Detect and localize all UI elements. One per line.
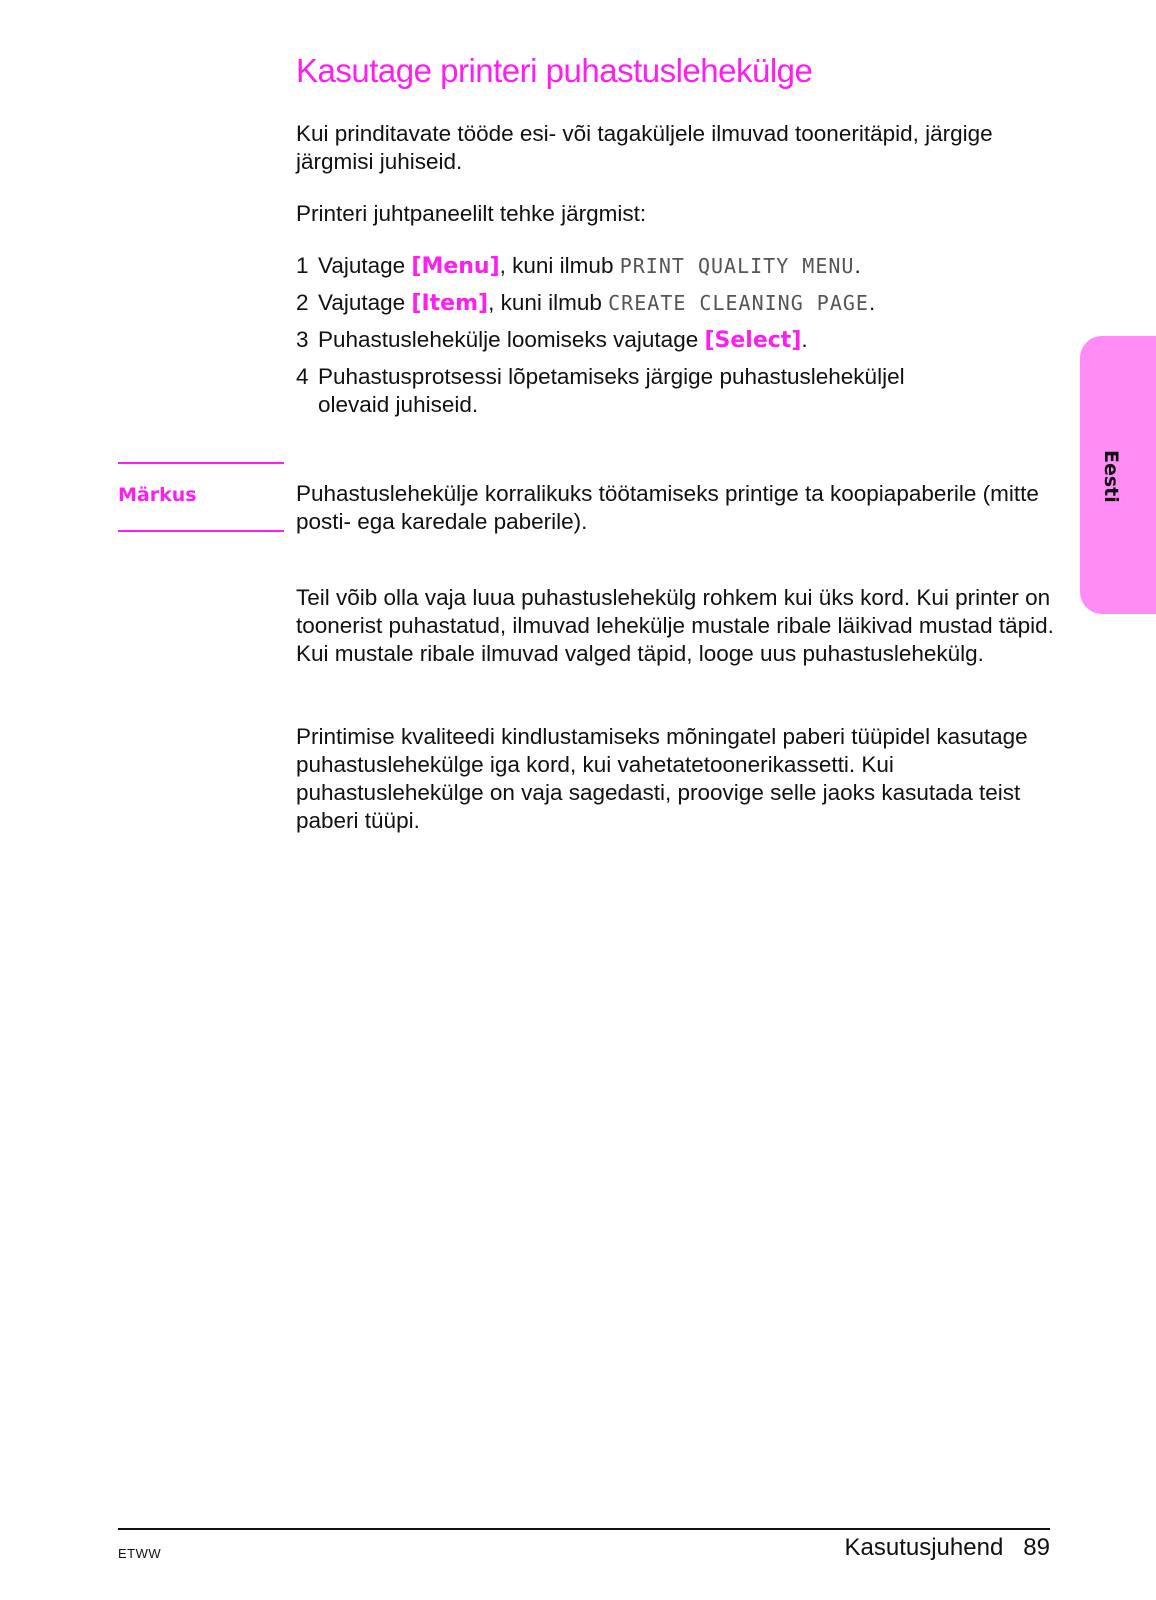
lead-paragraph: Printeri juhtpaneelilt tehke järgmist: <box>296 201 647 226</box>
body-paragraph: Printimise kvaliteedi kindlustamiseks mõningatel paberi tüüpidel kasutage puhastuslehekülge iga kord, kui vahetatetoonerikassetti. Kui puhastuslehekülge on vaja sagedasti, proovige selle jaoks kasutada teist paberi tüüpi. <box>296 724 1028 833</box>
step-number: 1 <box>296 253 309 278</box>
page-number: 89 <box>1023 1534 1050 1561</box>
step-number: 3 <box>296 327 309 352</box>
step-text: , kuni ilmub <box>499 253 620 278</box>
menu-key-label: [Menu] <box>411 254 500 279</box>
lcd-message: PRINT QUALITY MENU <box>619 254 855 278</box>
lcd-message: CREATE CLEANING PAGE <box>608 291 869 315</box>
note-text: Puhastuslehekülje korralikuks töötamiseks printige ta koopiapaberile (mitte posti- ega karedale paberile). <box>296 481 1039 534</box>
step-number: 4 <box>296 364 309 389</box>
step-text: Vajutage <box>318 290 412 315</box>
step-4 <box>296 363 1056 419</box>
item-key-label: [Item] <box>411 291 489 316</box>
intro-paragraph: Kui prinditavate tööde esi- või tagaküljele ilmuvad tooneritäpid, järgige järgmisi juhiseid. <box>296 121 993 174</box>
manual-name: Kasutusjuhend <box>844 1534 1004 1561</box>
note-bottom-rule <box>118 530 284 532</box>
page-title: Kasutage printeri puhastuslehekülge <box>296 52 813 89</box>
step-3: 3 Puhastuslehekülje loomiseks vajutage [Select]. <box>296 327 808 353</box>
step-text: Puhastuslehekülje loomiseks vajutage <box>318 327 705 352</box>
step-text: , kuni ilmub <box>488 290 609 315</box>
footer-right <box>845 1534 1051 1562</box>
step-text-continued: olevaid juhiseid. <box>318 392 479 417</box>
footer-rule <box>118 1528 1050 1530</box>
note-top-rule <box>118 462 284 464</box>
step-text: Puhastusprotsessi lõpetamiseks järgige puhastusleheküljel <box>318 364 905 389</box>
body-paragraph: Teil võib olla vaja luua puhastuslehekülg rohkem kui üks kord. Kui printer on toonerist puhastatud, ilmuvad lehekülje mustale ribale läikivad mustad täpid. Kui mustale ribale ilmuvad valged täpid, looge uus puhastuslehekülg. <box>296 585 1054 666</box>
select-key-label: [Select] <box>704 328 802 353</box>
step-1: 1 Vajutage [Menu], kuni ilmub PRINT QUALITY MENU. <box>296 253 861 279</box>
step-text: Vajutage <box>318 253 412 278</box>
language-tab-label: Eesti <box>1100 450 1122 503</box>
step-2: 2 Vajutage [Item], kuni ilmub CREATE CLEANING PAGE. <box>296 290 876 316</box>
footer-code: ETWW <box>118 1546 162 1561</box>
note-label: Märkus <box>118 484 197 506</box>
step-number: 2 <box>296 290 309 315</box>
